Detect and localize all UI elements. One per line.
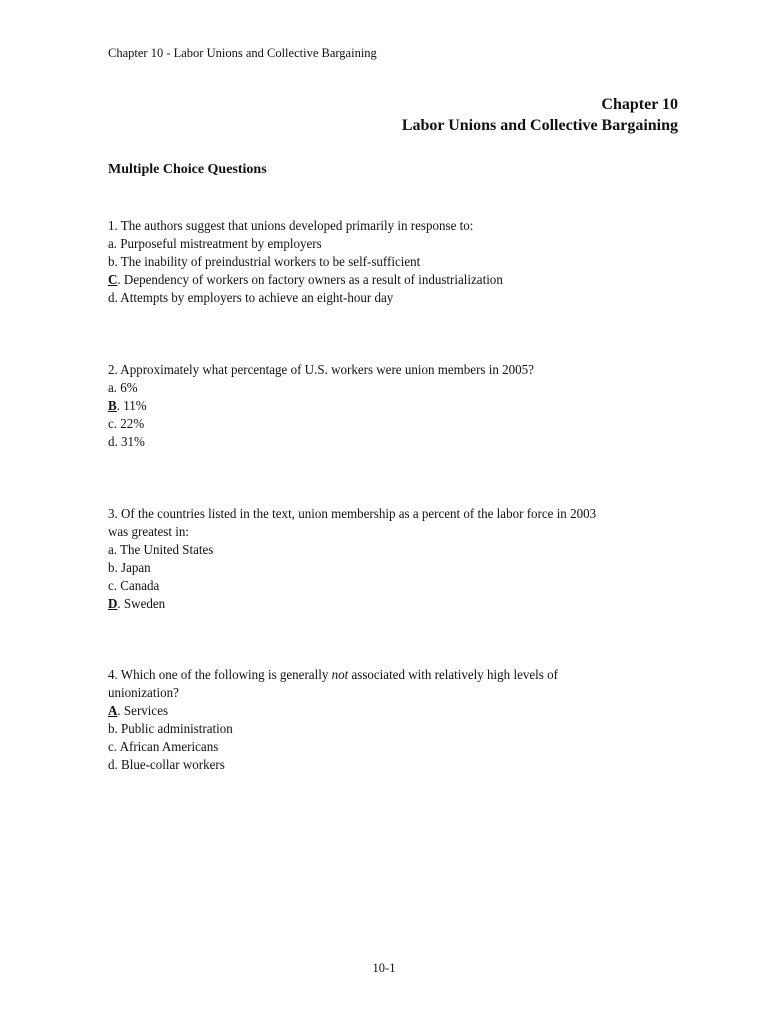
option-d: d. 31%: [108, 435, 145, 450]
question-4: [108, 667, 647, 775]
chapter-heading: [402, 94, 678, 136]
page-number: 10-1: [372, 961, 396, 975]
chapter-title: Labor Unions and Collective Bargaining: [401, 117, 678, 134]
option-b: b. Public administration: [108, 722, 233, 737]
question-stem-line-1: 4. Which one of the following is generally not associated with relatively high levels of: [108, 668, 558, 683]
question-1: [108, 218, 647, 308]
option-d: d. Blue-collar workers: [108, 758, 225, 773]
question-2: [108, 362, 647, 452]
option-d: d. Attempts by employers to achieve an eight-hour day: [108, 291, 394, 306]
correct-answer-letter: D: [108, 597, 118, 612]
question-stem-line-2: was greatest in:: [108, 525, 189, 540]
question-stem-line-1: 3. Of the countries listed in the text, union membership as a percent of the labor force in 2003: [108, 507, 597, 522]
running-header: Chapter 10 - Labor Unions and Collective Bargaining: [108, 46, 377, 60]
question-3: [108, 506, 647, 614]
option-a: a. Purposeful mistreatment by employers: [108, 237, 322, 252]
option-a: a. 6%: [108, 381, 138, 396]
section-title: Multiple Choice Questions: [108, 162, 267, 177]
question-stem-line-2: unionization?: [108, 686, 179, 701]
option-a: a. The United States: [108, 543, 214, 558]
question-stem: 2. Approximately what percentage of U.S. workers were union members in 2005?: [108, 363, 534, 378]
option-b-correct: B. 11%: [108, 399, 147, 414]
emphasis-not: not: [331, 668, 349, 683]
correct-answer-letter: B: [108, 399, 117, 414]
correct-answer-letter: A: [108, 704, 118, 719]
option-b: b. The inability of preindustrial workers to be self-sufficient: [108, 255, 421, 270]
option-a-correct: A. Services: [108, 704, 169, 719]
option-c: c. 22%: [108, 417, 145, 432]
option-b: b. Japan: [108, 561, 151, 576]
chapter-label: Chapter 10: [601, 96, 678, 113]
option-c: c. Canada: [108, 579, 160, 594]
correct-answer-letter: C: [108, 273, 118, 288]
question-stem: 1. The authors suggest that unions developed primarily in response to:: [108, 219, 474, 234]
option-d-correct: D. Sweden: [108, 597, 166, 612]
option-c-correct: C. Dependency of workers on factory owners as a result of industrialization: [108, 273, 503, 288]
option-c: c. African Americans: [108, 740, 219, 755]
